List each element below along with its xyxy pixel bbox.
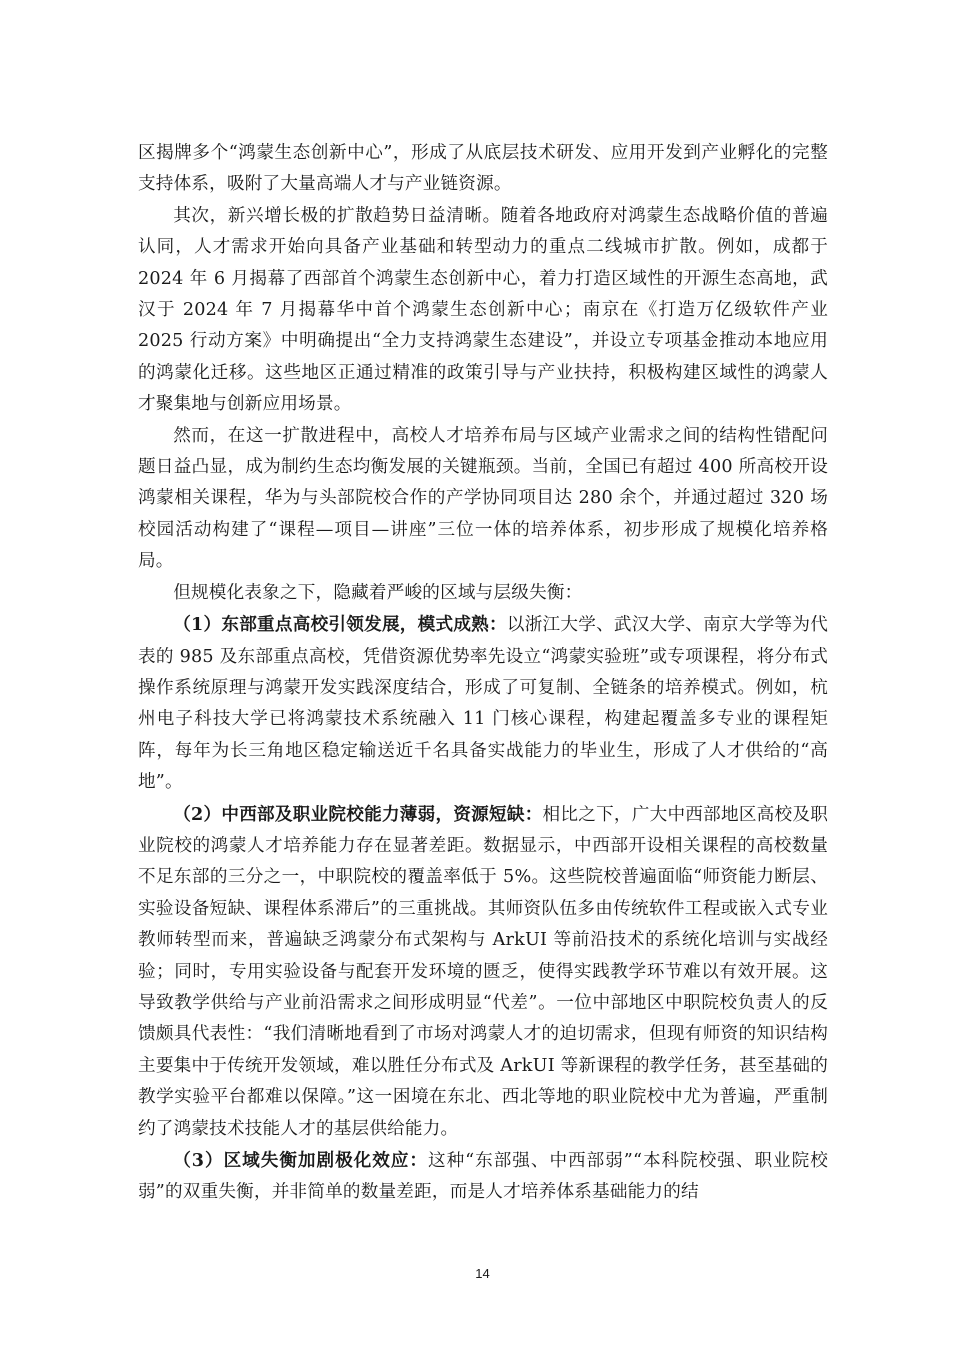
- paragraph-5-text: 以浙江大学、武汉大学、南京大学等为代表的 985 及东部重点高校，凭借资源优势率先设立“鸿蒙实验班”或专项课程，将分布式操作系统原理与鸿蒙开发实践深度结合，形成了可复制、全链条的培养模式。例如，杭州电子科技大学已将鸿蒙技术系统融入 11 门核心课程，构建起覆盖多专业的课程矩阵，每年为长三角地区稳定输送近千名具备实战能力的毕业生，形成了人才供给的“高地”。: [138, 615, 828, 793]
- paragraph-2-text: 其次，新兴增长极的扩散趋势日益清晰。随着各地政府对鸿蒙生态战略价值的普遍认同，人才需求开始向具备产业基础和转型动力的重点二线城市扩散。例如，成都于 2024 年 6 月揭幕了西部首个鸿蒙生态创新中心，着力打造区域性的开源生态高地，武汉于 2024 年 7 月揭幕华中首个鸿蒙生态创新中心；南京在《打造万亿级软件产业 2025 行动方案》中明确提出“全力支持鸿蒙生态建设”，并设立专项基金推动本地应用的鸿蒙化迁移。这些地区正通过精准的政策引导与产业扶持，积极构建区域性的鸿蒙人才聚集地与创新应用场景。: [138, 205, 828, 415]
- paragraph-4-text: 但规模化表象之下，隐藏着严峻的区域与层级失衡：: [173, 582, 583, 603]
- paragraph-7: [138, 1145, 828, 1209]
- paragraph-7-lead: （3）区域失衡加剧极化效应：: [173, 1150, 428, 1171]
- paragraph-4: [138, 578, 828, 609]
- paragraph-6-lead: （2）中西部及职业院校能力薄弱，资源短缺：: [173, 803, 543, 825]
- paragraph-1: [138, 138, 828, 201]
- paragraph-7-text: 这种“东部强、中西部弱”“本科院校强、职业院校弱”的双重失衡，并非简单的数量差距，而是人才培养体系基础能力的结: [138, 1151, 828, 1203]
- body-text: [138, 138, 828, 1209]
- page-number: 14: [475, 1266, 490, 1281]
- paragraph-2: [138, 201, 828, 421]
- paragraph-5-lead: （1）东部重点高校引领发展，模式成熟：: [173, 614, 507, 636]
- paragraph-3: [138, 421, 828, 578]
- paragraph-3-text: 然而，在这一扩散进程中，高校人才培养布局与区域产业需求之间的结构性错配问题日益凸显，成为制约生态均衡发展的关键瓶颈。当前，全国已有超过 400 所高校开设鸿蒙相关课程，华为与头部院校合作的产学协同项目达 280 余个，并通过超过 320 场校园活动构建了“课程—项目—讲座”三位一体的培养体系，初步形成了规模化培养格局。: [138, 425, 828, 572]
- paragraph-6: [138, 799, 828, 1145]
- paragraph-5: [138, 609, 828, 798]
- paragraph-6-text: 相比之下，广大中西部地区高校及职业院校的鸿蒙人才培养能力存在显著差距。数据显示，中西部开设相关课程的高校数量不足东部的三分之一，中职院校的覆盖率低于 5%。这些院校普遍面临“师资能力断层、实验设备短缺、课程体系滞后”的三重挑战。其师资队伍多由传统软件工程或嵌入式专业教师转型而来，普遍缺乏鸿蒙分布式架构与 ArkUI 等前沿技术的系统化培训与实战经验；同时，专用实验设备与配套开发环境的匮乏，使得实践教学环节难以有效开展。这导致教学供给与产业前沿需求之间形成明显“代差”。一位中部地区中职院校负责人的反馈颇具代表性：“我们清晰地看到了市场对鸿蒙人才的迫切需求，但现有师资的知识结构主要集中于传统开发领域，难以胜任分布式及 ArkUI 等新课程的教学任务，甚至基础的教学实验平台都难以保障。”这一困境在东北、西北等地的职业院校中尤为普遍，严重制约了鸿蒙技术技能人才的基层供给能力。: [138, 804, 828, 1139]
- paragraph-1-text: 区揭牌多个“鸿蒙生态创新中心”，形成了从底层技术研发、应用开发到产业孵化的完整支持体系，吸附了大量高端人才与产业链资源。: [138, 143, 828, 195]
